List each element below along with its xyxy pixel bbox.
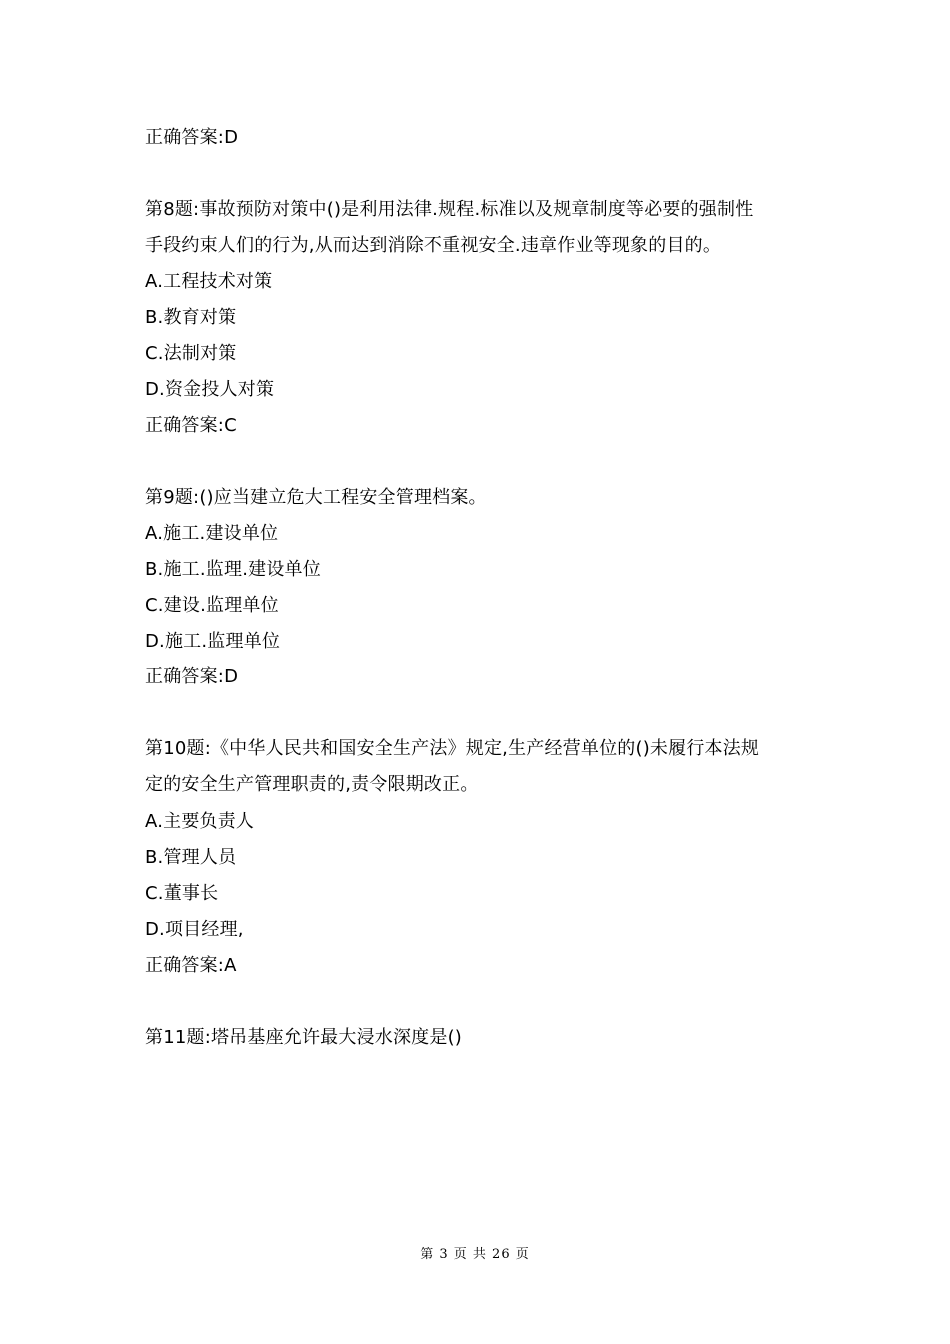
q10-stem-line1: 第10题:《中华人民共和国安全生产法》规定,生产经营单位的()未履行本法规 (145, 738, 760, 759)
previous-answer: 正确答案:D (145, 127, 239, 148)
q8-option-a: A.工程技术对策 (145, 271, 273, 292)
q9-option-c: C.建设.监理单位 (145, 595, 279, 616)
q9-option-d: D.施工.监理单位 (145, 631, 281, 652)
q8-stem-line1: 第8题:事故预防对策中()是利用法律.规程.标准以及规章制度等必要的强制性 (145, 199, 754, 220)
q9-option-b: B.施工.监理.建设单位 (145, 559, 321, 580)
q10-option-b: B.管理人员 (145, 847, 237, 868)
q9-stem-line1: 第9题:()应当建立危大工程安全管理档案。 (145, 487, 487, 508)
q8-option-d: D.资金投人对策 (145, 379, 275, 400)
q11-stem-line1: 第11题:塔吊基座允许最大浸水深度是() (145, 1027, 463, 1048)
q10-stem-line2: 定的安全生产管理职责的,责令限期改正。 (145, 774, 479, 795)
q8-stem-line2: 手段约束人们的行为,从而达到消除不重视安全.违章作业等现象的目的。 (145, 235, 722, 256)
q9-answer: 正确答案:D (145, 666, 239, 687)
q8-option-b: B.教育对策 (145, 307, 237, 328)
q10-option-d: D.项目经理, (145, 919, 244, 940)
q8-answer: 正确答案:C (145, 415, 237, 436)
page-number-footer: 第 3 页 共 26 页 (420, 1247, 530, 1262)
q8-option-c: C.法制对策 (145, 343, 237, 364)
q10-option-a: A.主要负责人 (145, 811, 255, 832)
q9-option-a: A.施工.建设单位 (145, 523, 279, 544)
q10-option-c: C.董事长 (145, 883, 219, 904)
q10-answer: 正确答案:A (145, 955, 237, 976)
